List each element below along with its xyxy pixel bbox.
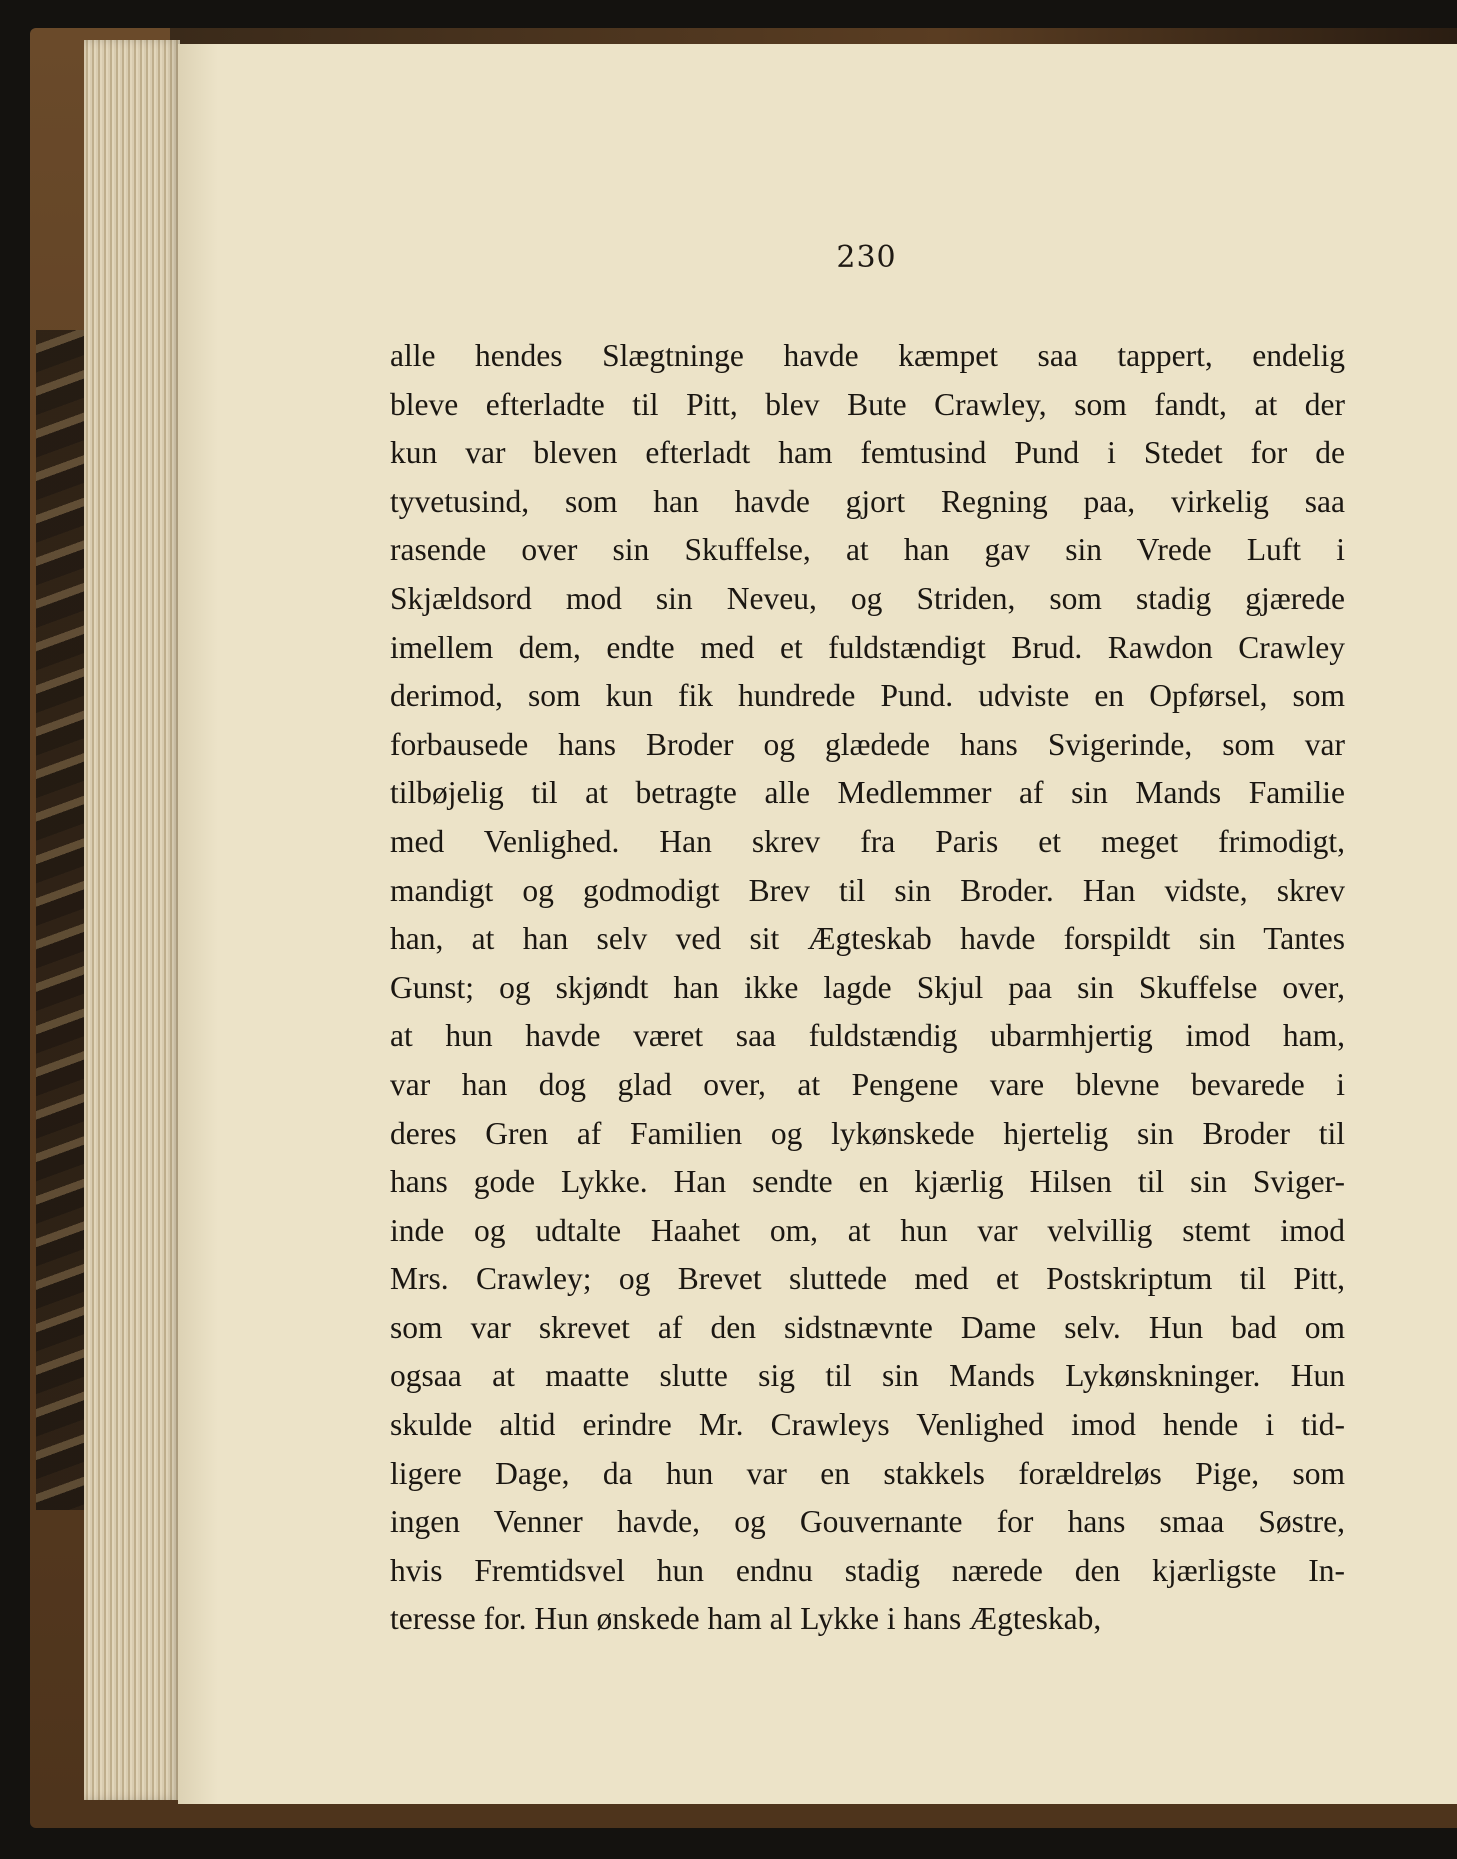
text-line: hvis Fremtidsvel hun endnu stadig nærede den kjærligste In- [390,1552,1345,1588]
text-line: forbausede hans Broder og glædede hans Svigerinde, som var [390,726,1345,762]
text-line: han, at han selv ved sit Ægteskab havde forspildt sin Tantes [390,921,1345,957]
text-line: at hun havde været saa fuldstændig ubarmhjertig imod ham, [390,1018,1345,1054]
text-line: var han dog glad over, at Pengene vare blevne bevarede i [390,1066,1345,1102]
page-number: 230 [836,240,897,275]
text-line: tyvetusind, som han havde gjort Regning paa, virkelig saa [390,483,1345,519]
text-line: ligere Dage, da hun var en stakkels forældreløs Pige, som [390,1455,1345,1491]
text-line: Skjældsord mod sin Neveu, og Striden, som stadig gjærede [390,580,1345,616]
text-line: ingen Venner havde, og Gouvernante for hans smaa Søstre, [390,1504,1345,1540]
text-line: teresse for. Hun ønskede ham al Lykke i hans Ægteskab, [390,1601,1102,1637]
marbled-edge [36,330,84,1510]
text-line: deres Gren af Familien og lykønskede hjertelig sin Broder til [390,1115,1345,1151]
text-line: kun var bleven efterladt ham femtusind Pund i Stedet for de [390,435,1345,471]
text-line: tilbøjelig til at betragte alle Medlemmer af sin Mands Familie [390,775,1345,811]
text-line: rasende over sin Skuffelse, at han gav sin Vrede Luft i [390,532,1345,568]
text-line: mandigt og godmodigt Brev til sin Broder. Han vidste, skrev [390,872,1345,908]
text-line: Mrs. Crawley; og Brevet sluttede med et Postskriptum til Pitt, [390,1261,1345,1297]
text-line: hans gode Lykke. Han sendte en kjærlig Hilsen til sin Sviger- [390,1164,1345,1200]
text-line: som var skrevet af den sidstnævnte Dame selv. Hun bad om [390,1309,1345,1345]
text-line: derimod, som kun fik hundrede Pund. udviste en Opførsel, som [390,678,1345,714]
text-line: alle hendes Slægtninge havde kæmpet saa tappert, endelig [390,338,1345,373]
book-page [178,44,1457,1804]
page-edges [84,40,180,1800]
text-line: Gunst; og skjøndt han ikke lagde Skjul paa sin Skuffelse over, [390,969,1345,1005]
text-line: skulde altid erindre Mr. Crawleys Venlighed imod hende i tid- [390,1407,1345,1443]
text-line: ogsaa at maatte slutte sig til sin Mands Lykønskninger. Hun [390,1358,1345,1394]
body-text [390,332,1345,1644]
text-line: med Venlighed. Han skrev fra Paris et meget frimodigt, [390,823,1345,859]
text-line: bleve efterladte til Pitt, blev Bute Crawley, som fandt, at der [390,386,1345,422]
text-line: inde og udtalte Haahet om, at hun var velvillig stemt imod [390,1212,1345,1248]
text-line: imellem dem, endte med et fuldstændigt Brud. Rawdon Crawley [390,629,1345,665]
